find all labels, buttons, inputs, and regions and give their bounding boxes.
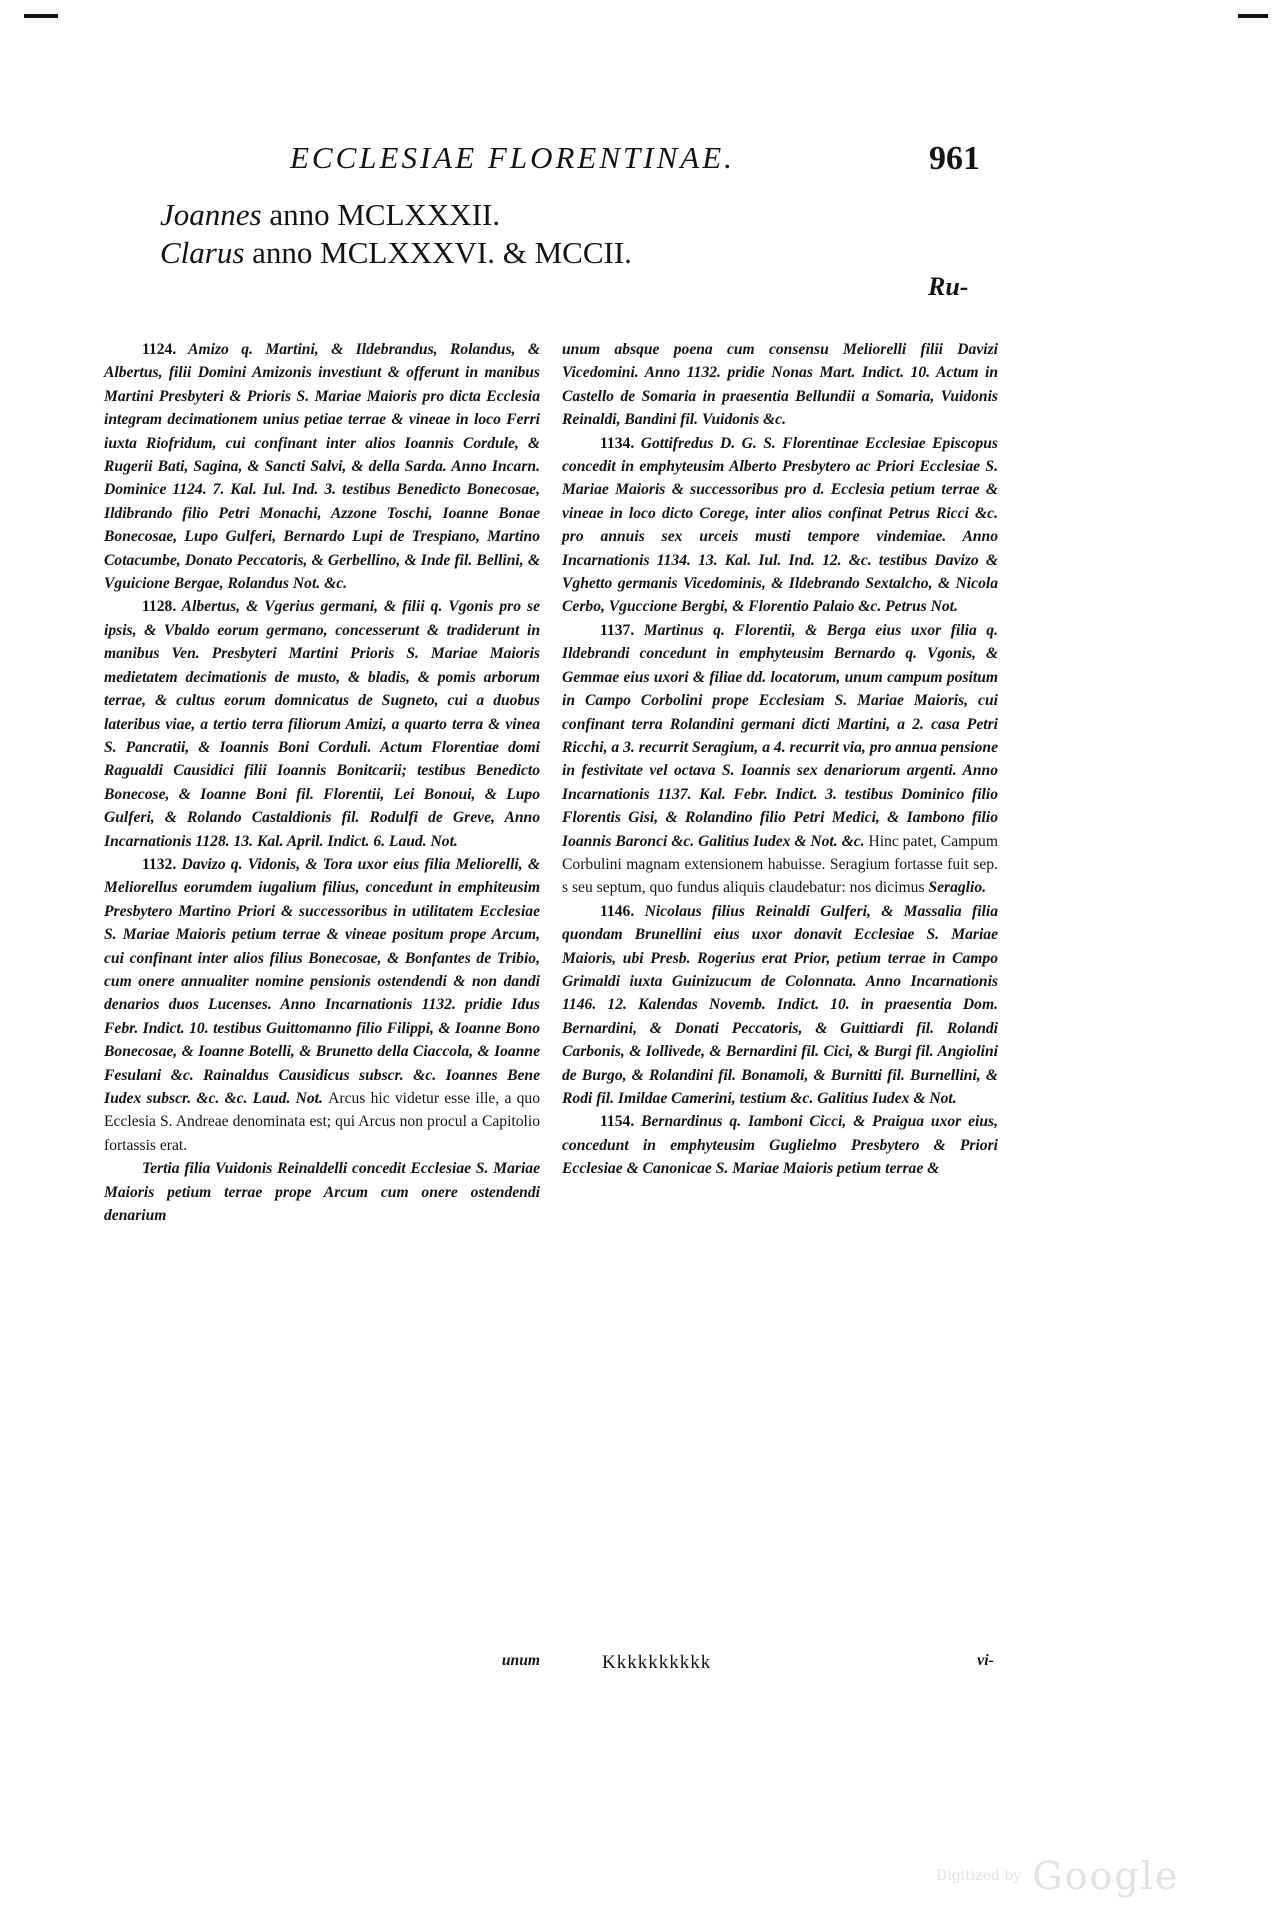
entry-text: Martinus q. Florentii, & Berga eius uxor filia q. Ildebrandi concedunt in emphyteusim Bernardo q. Vgonis, & Gemmae eius uxori & filiae dd. locatorum, unum campum positum in Campo Corbolini prope Ecclesiam S. Mariae Maioris, cui confinant terra Rolandini germani dicti Martini, a 2. casa Petri Ricchi, a 3. recurrit Seragium, a 4. recurrit via, pro annua pensione in festivitate vel octava S. Ioannis sex denariorum argenti. Anno Incarnationis 1137. Kal. Febr. Indict. 3. testibus Dominico filio Florentis Gisi, & Rolandino filio Petri Medici, & Iambono filio Ioannis Baronci &c. Galitius Iudex & Not. &c.: [562, 621, 998, 850]
entry-text: Bernardinus q. Iamboni Cicci, & Praigua uxor eius, concedunt in emphyteusim Guglielmo Presbytero & Priori Ecclesiae & Canonicae S. Mariae Maioris petium terrae &: [562, 1113, 998, 1178]
page-edge-mark-left: [24, 14, 58, 18]
entry-text: Gottifredus D. G. S. Florentinae Ecclesiae Episcopus concedit in emphyteusim Alberto Presbytero ac Priori Ecclesiae S. Mariae Maioris & successoribus pro d. Ecclesia petium terrae & vineae in loco dicto Corege, inter alios confinat Petrus Ricci &c. pro annuis sex urceis musti tempore vindemiae. Anno Incarnationis 1134. 13. Kal. Iul. Ind. 12. &c. testibus Davizo & Vghetto germanis Vicedominis, & Ildebrando Sextalcho, & Nicola Cerbo, Vguccione Bergbi, & Florentio Palaio &c. Petrus Not.: [562, 434, 998, 616]
left-column: [104, 338, 540, 1227]
person-text: anno MCLXXXVI. & MCCII.: [252, 235, 632, 270]
right-column-catchword: vi-: [977, 1652, 994, 1669]
page-number: 961: [929, 140, 980, 177]
entry-year: 1137.: [600, 621, 635, 639]
entry-year: 1124.: [142, 341, 177, 358]
entry-text: Davizo q. Vidonis, & Tora uxor eius filia Meliorelli, & Meliorellus eorumdem iugalium filius, concedunt in emphiteusim Presbytero Martino Priori & successoribus in utilitatem Ecclesiae S. Mariae Maioris petium terrae & vineae positum prope Arcum, cui confinant inter alios filius Bonecosae, & Bonfantes de Tribio, cum onere annualiter nomine pensionis ostendendi & non dandi denarios duos Lucenses. Anno Incarnationis 1132. pridie Idus Febr. Indict. 10. testibus Guittomanno filio Filippi, & Ioanne Bono Bonecosae, & Ioanne Botelli, & Brunetto della Ciaccola, & Ioanne Fesulani &c. Rainaldus Causidicus subscr. &c. Ioannes Bene Iudex subscr. &c. &c. Laud. Not.: [104, 855, 540, 1107]
entry-year: 1146.: [600, 902, 635, 920]
person-entry: [160, 196, 780, 234]
google-logo: Google: [1032, 1854, 1180, 1898]
entry-1132: [104, 853, 540, 1157]
page-edge-mark-right: [1238, 14, 1268, 18]
entry-year: 1132.: [142, 855, 177, 873]
signature-line: [562, 1652, 998, 1676]
person-name: Joannes: [160, 197, 262, 232]
entry-commentary: Hinc patet, Campum Corbulini magnam extensionem habuisse. Seragium fortasse fuit sep. s seu septum, quo fundus aliquis claudebatur: nos dicimus: [562, 832, 998, 897]
entry-commentary: Arcus hic videtur esse ille, a quo Ecclesia S. Andreae denominata est; qui Arcus non procul a Capitolio fortassis erat.: [104, 1090, 540, 1154]
digitized-watermark: [936, 1854, 1179, 1898]
entry-text: Tertia filia Vuidonis Reinaldelli concedit Ecclesiae S. Mariae Maioris petium terrae prope Arcum cum onere ostendendi denarium: [104, 1160, 540, 1225]
entry-1124: [104, 338, 540, 595]
entry-year: 1128.: [142, 598, 177, 616]
person-text: anno MCLXXXII.: [269, 197, 501, 232]
entry-1137: [562, 619, 998, 900]
entry-text: Albertus, & Vgerius germani, & filii q. Vgonis pro se ipsis, & Vbaldo eorum germano, concesserunt & tradiderunt in manibus Ven. Presbyteri Martini Prioris S. Mariae Maioris medietatem decimationis de musto, & bladis, & pomis arborum terrae, & cultus eorum domnicatus de Sugneto, cui a duobus lateribus viae, a tertio terra filiorum Amizi, a quarto terra & vinea S. Pancratii, & Ioannis Boni Corduli. Actum Florentiae domi Ragualdi Causidici filii Ioannis Bonitcarii; testibus Benedicto Bonecose, & Ioanne Boni fil. Florentii, Lei Bonoui, & Lupo Gulferi, & Rolando Castaldionis fil. Rodulfi de Greve, Anno Incarnationis 1128. 13. Kal. April. Indict. 6. Laud. Not.: [104, 598, 540, 850]
entry-1134: [562, 432, 998, 619]
entry-continuation: [562, 338, 998, 432]
entry-year: 1154.: [600, 1113, 635, 1131]
entry-text: Amizo q. Martini, & Ildebrandus, Rolandus, & Albertus, filii Domini Amizonis investiunt & offerunt in manibus Martini Presbyteri & Prioris S. Mariae Maioris pro dicta Ecclesia integram decimationem unius petiae terrae & vineae in loco Ferri iuxta Riofridum, cui confinant inter alios Ioannis Cordule, & Rugerii Bati, Sagina, & Sancti Salvi, & della Sarda. Anno Incarn. Dominice 1124. 7. Kal. Iul. Ind. 3. testibus Benedicto Bonecosae, Ildibrando filio Petri Monachi, Azzone Toschi, Ioanne Bonae Bonecosae, Lupo Gulferi, Bernardo Lupi de Trespiano, Martino Cotacumbe, Donato Peccatoris, & Gerbellino, & Inde fil. Bellini, & Vguicione Bergae, Rolandus Not. &c.: [104, 341, 540, 593]
running-title: ECCLESIAE FLORENTINAE.: [290, 140, 735, 175]
right-column: [562, 338, 998, 1181]
entry-year: 1134.: [600, 434, 635, 452]
entry-tertia: [104, 1157, 540, 1227]
entry-1146: [562, 900, 998, 1111]
entry-text: Nicolaus filius Reinaldi Gulferi, & Massalia filia quondam Brunellini eius uxor donavit Ecclesiae S. Mariae Maioris, ubi Presb. Rogerius erat Prior, petium terrae in Campo Grimaldi iuxta Guinizucum de Colonnata. Anno Incarnationis 1146. 12. Kalendas Novemb. Indict. 10. in praesentia Dom. Bernardini, & Donati Peccatoris, & Guittiardi fil. Rolandi Carbonis, & Iollivede, & Bernardini fil. Cici, & Burgi fil. Angiolini de Burgo, & Rolandini fil. Bonamoli, & Burnitti fil. Burnellini, & Rodi fil. Imildae Camerini, testium &c. Galitius Iudex & Not.: [562, 902, 998, 1107]
watermark-small-text: Digitized by: [936, 1868, 1022, 1884]
persons-list: [160, 196, 780, 272]
page-header: [290, 140, 980, 184]
person-entry: [160, 234, 780, 272]
entry-1128: [104, 595, 540, 852]
entry-commentary-tail: Seraglio.: [928, 879, 987, 897]
entry-1154: [562, 1110, 998, 1180]
person-name: Clarus: [160, 235, 245, 270]
left-column-catchword: unum: [501, 1652, 540, 1669]
catchword-top: Ru-: [928, 272, 969, 301]
signature-mark: Kkkkkkkkkk: [602, 1652, 712, 1673]
entry-text: unum absque poena cum consensu Meliorelli filii Davizi Vicedomini. Anno 1132. pridie Nonas Mart. Indict. 10. Actum in Castello de Somaria in praesentia Bellundii a Somaria, Vuidonis Reinaldi, Bandini fil. Vuidonis &c.: [562, 341, 998, 429]
